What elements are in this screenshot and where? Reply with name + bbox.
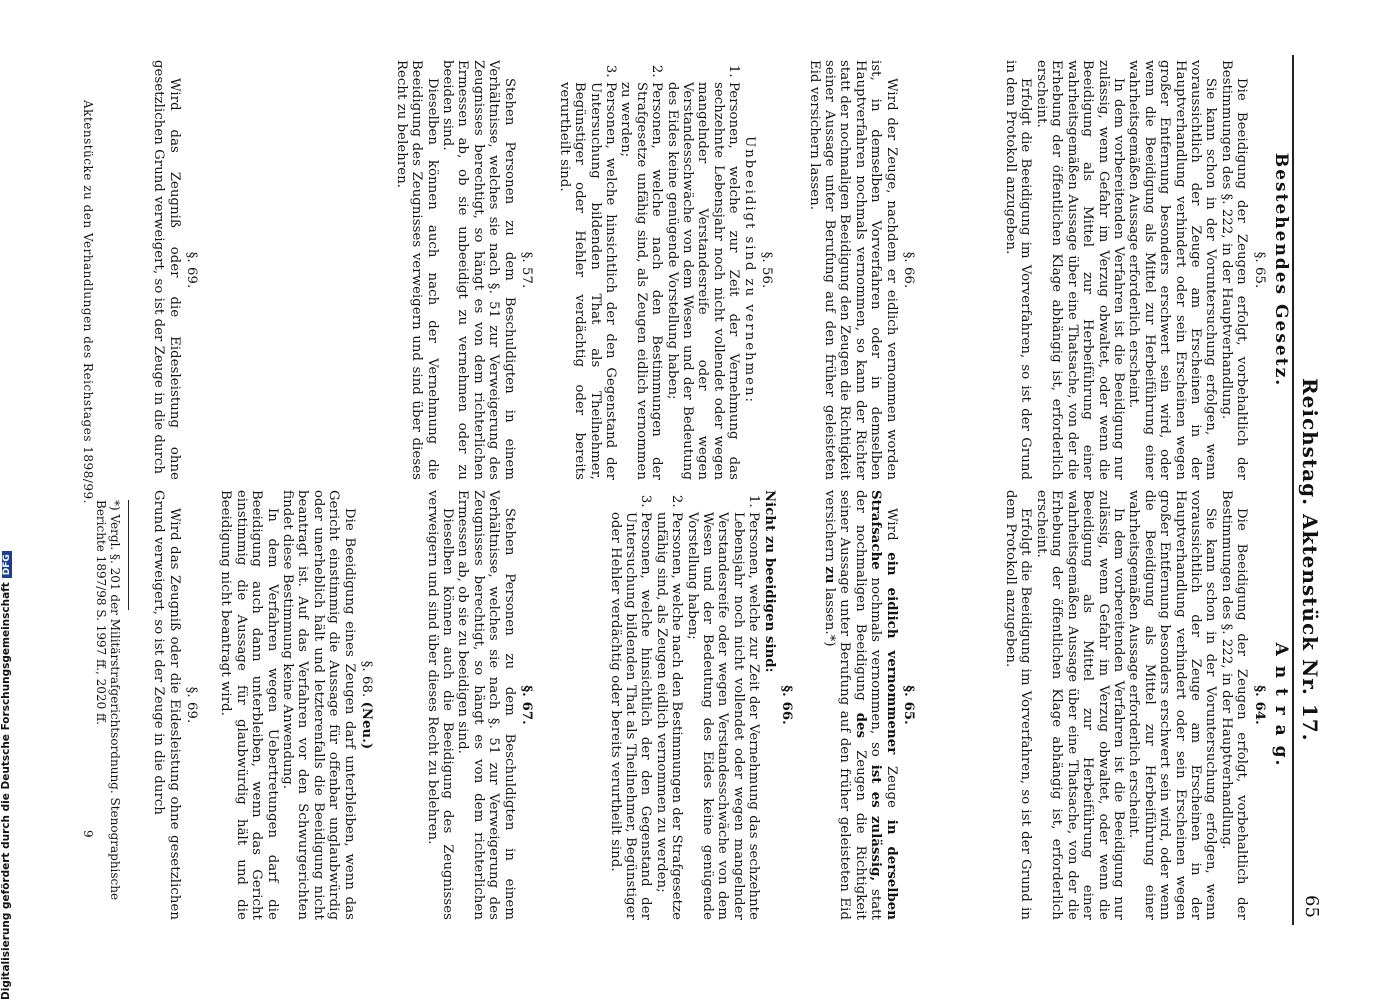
paragraph: Wird das Zeugniß oder die Eidesleistung ohne gesetzlichen Grund verweigert, so ist der Zeuge in die durch <box>151 490 182 920</box>
left-column-top <box>1003 60 1291 480</box>
page-number <box>1301 895 1322 918</box>
left-column-s69 <box>151 60 205 480</box>
list-item: 3. Personen, welche hinsichtlich der den Gegenstand der Untersuchung bildenden That als Theilnehmer, Begünstiger oder Hehler verdächtig oder bereits verurtheilt sind. <box>556 82 618 480</box>
paragraph: In dem vorbereitenden Verfahren ist die Beeidigung nur zulässig, wenn Gefahr im Verzug obwaltet, oder wenn die Beeidigung als Mittel zur Herbeiführung einer wahrheitsgemäßen Aussage über eine Thatsache, von der die Erhebung der öffentlichen Klage abhängig ist, erforderlich erscheint. <box>1033 60 1126 480</box>
paragraph: Erfolgt die Beeidigung im Vorverfahren, so ist der Grund in dem Protokoll anzugeben. <box>1003 60 1034 480</box>
section-title <box>359 490 374 920</box>
new-tag: (Neu.) <box>359 701 374 750</box>
section-title: §. 67. <box>519 685 534 725</box>
paragraph: Dieselben können auch die Beeidigung des Zeugnisses verweigern und sind über dieses Recht zu belehren. <box>424 490 455 920</box>
left-column-s57 <box>393 60 540 480</box>
paragraph <box>822 490 899 920</box>
item-list <box>556 60 741 480</box>
bold-run: ist es zulässig, <box>868 764 884 882</box>
section-intro: Nicht zu beeidigen sind: <box>761 490 777 673</box>
section-title: §. 65. <box>901 685 916 725</box>
page-title: Reichstag. Aktenstück Nr. 17. <box>1298 378 1322 742</box>
right-column-heading: A n t r a g. <box>1271 642 1291 768</box>
watermark-text: Digitalisierung gefördert durch die Deutsche Forschungsgemeinschaft <box>0 582 12 1000</box>
list-item: 2. Personen, welche nach den Bestimmungen der Strafgesetze unfähig sind, als Zeugen eidlich vernommen zu werden; <box>653 512 684 920</box>
text-run: lassen.*) <box>821 587 837 647</box>
section-title: §. 64. <box>1251 685 1267 725</box>
section-title: §. 66. <box>901 251 916 289</box>
right-column-top <box>1003 490 1291 920</box>
paragraph: Sie kann schon in der Voruntersuchung erfolgen, wenn voraussichtlich der Zeuge am Erscheinen in der Hauptverhandlung verhindert oder sein Erscheinen wegen großer Entfernung besonders erschwert sein wird, oder wenn die Beeidigung als Mittel zur Herbeiführung einer wahrheitsgemäßen Aussage erforderlich erscheint. <box>1126 60 1219 480</box>
dfg-watermark <box>0 551 12 1000</box>
section-number: §. 68. <box>359 660 374 698</box>
left-column-s56 <box>556 60 780 480</box>
left-column-heading: Bestehendes Gesetz. <box>1271 152 1291 388</box>
footer-sheet-number: 9 <box>81 830 95 839</box>
paragraph: Stehen Personen zu dem Beschuldigten in einem Verhältnisse, welches sie nach §. 51 zur Verweigerung des Zeugnisses berechtigt, so hängt es von dem richterlichen Ermessen ab, ob sie unbeeidigt zu vernehmen oder zu beeiden sind. <box>439 60 517 480</box>
bold-run: ein eidlich vernommener <box>883 552 899 755</box>
right-column-s67 <box>424 490 540 920</box>
text-run: Wird <box>883 508 899 541</box>
section-intro: Unbeeidigt sind zu vernehmen: <box>741 136 757 404</box>
section-title: §. 56. <box>759 251 774 289</box>
item-list <box>607 490 761 920</box>
section-title: §. 69. <box>184 686 199 724</box>
list-item: 1. Personen, welche zur Zeit der Vernehmung das sechzehnte Lebensjahr noch nicht vollendet oder wegen mangelnder Verstandesreife oder wegen Verstandesschwäche von dem Wesen und der Bedeutung des Eides keine genügende Vorstellung haben; <box>664 82 741 480</box>
bold-run: des <box>852 712 868 739</box>
paragraph: Erfolgt die Beeidigung im Vorverfahren, so ist der Grund in dem Protokoll anzugeben. <box>1003 490 1034 920</box>
list-item: 1. Personen, welche zur Zeit der Vernehmung das sechzehnte Lebensjahr noch nicht vollendet oder wegen mangelnder Verstandesreife oder wegen Verstandesschwäche von dem Wesen und der Bedeutung des Eides keine genügende Vorstellung haben; <box>684 512 761 920</box>
left-column-s66 <box>806 60 922 480</box>
paragraph: Wird der Zeuge, nachdem er eidlich vernommen worden ist, in demselben Vorverfahren oder in demselben Hauptverfahren nochmals vernommen, so kann der Richter statt der nochmaligen Beeidigung den Zeugen die Richtigkeit seiner Aussage unter Berufung auf den früher geleisteten Eid versichern lassen. <box>806 60 899 480</box>
footer-source: Aktenstücke zu den Verhandlungen des Reichstages 1898/99. <box>81 100 95 504</box>
bold-run: in derselben Strafsache <box>868 490 899 920</box>
paragraph: Dieselben können auch nach der Vernehmung die Beeidigung des Zeugnisses verweigern und sind über dieses Recht zu belehren. <box>393 60 440 480</box>
right-column-s66 <box>607 490 800 920</box>
text-run: Zeugen die Richtigkeit seiner Aussage unter Berufung auf den früher geleisteten Eid versichern <box>821 490 868 921</box>
running-head <box>1298 378 1322 742</box>
paragraph: Stehen Personen zu dem Beschuldigten in einem Verhältnisse, welches sie nach §. 51 zur Verweigerung des Zeugnisses berechtigt, so hängt es von dem richterlichen Ermessen ab, ob sie zu beeidigen sind. <box>455 490 517 920</box>
bold-run: zu <box>821 566 837 584</box>
paragraph: Wird das Zeugniß oder die Eidesleistung ohne gesetzlichen Grund verweigert, so ist der Zeuge in die durch <box>151 60 182 480</box>
section-title: §. 65. <box>1251 251 1267 289</box>
paragraph: Sie kann schon in der Voruntersuchung erfolgen, wenn voraussichtlich der Zeuge am Erscheinen in der Hauptverhandlung verhindert oder sein Erscheinen wegen großer Entfernung besonders erschwert sein wird, oder wenn die Beeidigung als Mittel zur Herbeiführung einer wahrheitsgemäßen Aussage erforderlich erscheint. <box>1126 490 1219 920</box>
paragraph: Die Beeidigung der Zeugen erfolgt, vorbehaltlich der Bestimmungen des §. 222, in der Hauptverhandlung. <box>1218 490 1250 920</box>
right-column-s68 <box>218 490 380 920</box>
footnote: *) Vergl. §. 201 der Militärstrafgerichtsordnung. Stenographische Berichte 1897/98 S. 1997 ff., 2020 ff. <box>94 500 122 901</box>
section-title: §. 66. <box>779 685 794 725</box>
header-rule <box>1292 55 1294 925</box>
text-run: nochmals vernommen, so <box>868 577 884 757</box>
list-item: 2. Personen, welche nach den Bestimmungen der Strafgesetze unfähig sind, als Zeugen eidlich vernommen zu werden; <box>618 82 664 480</box>
paragraph: In dem vorbereitenden Verfahren ist die Beeidigung nur zulässig, wenn Gefahr im Verzug obwaltet, oder wenn die Beeidigung als Mittel zur Herbeiführung einer wahrheitsgemäßen Aussage über eine Thatsache, von der die Erhebung der öffentlichen Klage abhängig ist, erforderlich erscheint. <box>1033 490 1126 920</box>
text-run: statt der nochmaligen Beeidigung <box>852 490 884 920</box>
right-column-s69 <box>151 490 205 920</box>
dfg-logo-icon: DFG <box>2 551 12 578</box>
paragraph: Die Beeidigung der Zeugen erfolgt, vorbehaltlich der Bestimmungen des §. 222, in der Hauptverhandlung. <box>1218 60 1250 480</box>
right-column-s65 <box>822 490 922 920</box>
section-title: §. 69. <box>184 251 199 289</box>
paragraph: Die Beeidigung eines Zeugen darf unterbleiben, wenn das Gericht einstimmig die Aussage für offenbar unglaubwürdig oder unerheblich hält und letzterenfalls die Beeidigung nicht beantragt ist. Auf das Verfahren vor den Schwurgerichten findet diese Bestimmung keine Anwendung. <box>279 490 357 920</box>
section-title: §. 57. <box>519 251 534 289</box>
paragraph: In dem Verfahren wegen Uebertretungen darf die Beeidigung auch dann unterbleiben, wenn das Gericht einstimmig die Aussage für glaubwürdig hält und die Beeidigung nicht beantragt wird. <box>218 490 280 920</box>
list-item: 3. Personen, welche hinsichtlich der den Gegenstand der Untersuchung bildenden That als Theilnehmer, Begünstiger oder Hehler verdächtig oder bereits verurtheilt sind. <box>607 512 653 920</box>
footnote-rule <box>128 500 129 610</box>
text-run: Zeuge <box>883 765 899 809</box>
page-number-text: 65 <box>1301 895 1322 918</box>
